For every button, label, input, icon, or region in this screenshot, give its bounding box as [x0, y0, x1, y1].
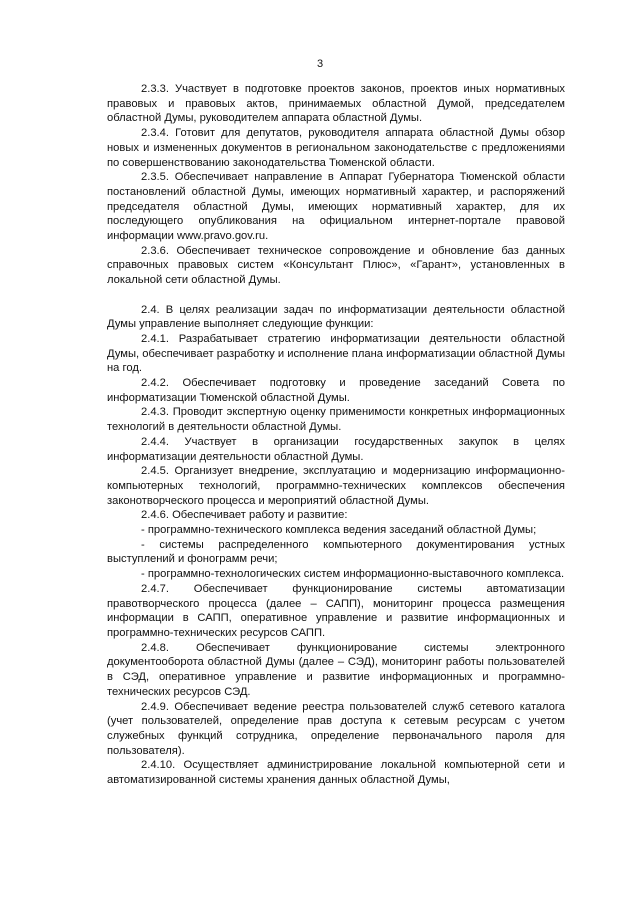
paragraph-2-4-8: 2.4.8. Обеспечивает функционирование системы электронного документооборота областной Думы (далее – СЭД), мониторинг работы пользователей в СЭД, оперативное управление и развитие информационных и программно-технических ресурсов СЭД. — [107, 641, 565, 698]
page-number: 3 — [316, 58, 324, 70]
paragraph-2-4-7: 2.4.7. Обеспечивает функционирование системы автоматизации правотворческого процесса (далее – САПП), мониторинг процесса размещения информации в САПП, оперативное управление и развитие информационных и программно-технических ресурсов САПП. — [107, 582, 565, 639]
document-body — [107, 82, 565, 788]
paragraph-2-3-3: 2.3.3. Участвует в подготовке проектов законов, проектов иных нормативных правовых и правовых актов, принимаемых областной Думой, председателем областной Думы, руководителем аппарата областной Думы. — [107, 83, 565, 125]
paragraph-2-4-3: 2.4.3. Проводит экспертную оценку применимости конкретных информационных технологий в деятельности областной Думы. — [107, 406, 565, 434]
list-item-documenting-system: - системы распределенного компьютерного документирования устных выступлений и фонограмм речи; — [107, 538, 565, 566]
paragraph-2-4-6: 2.4.6. Обеспечивает работу и развитие: — [141, 509, 348, 522]
paragraph-2-3-5: 2.3.5. Обеспечивает направление в Аппарат Губернатора Тюменской области постановлений областной Думы, имеющих нормативный характер, и распоряжений председателя областной Думы, имеющих нормативный характер, для их последующего опубликования на официальном интернет-портале правовой информации www.pravo.gov.ru. — [107, 171, 565, 243]
list-item-program-complex: - программно-технического комплекса ведения заседаний областной Думы; — [141, 524, 537, 537]
paragraph-2-4-1: 2.4.1. Разрабатывает стратегию информатизации деятельности областной Думы, обеспечивает разработку и исполнение плана информатизации областной Думы на год. — [107, 332, 565, 375]
paragraph-2-4-2: 2.4.2. Обеспечивает подготовку и проведение заседаний Совета по информатизации Тюменской областной Думы. — [107, 377, 565, 404]
list-item-exhibition-systems: - программно-технологических систем информационно-выставочного комплекса. — [141, 568, 565, 581]
paragraph-2-4-4: 2.4.4. Участвует в организации государственных закупок в целях информатизации деятельности областной Думы. — [107, 435, 565, 463]
paragraph-2-3-6: 2.3.6. Обеспечивает техническое сопровождение и обновление баз данных справочных правовых систем «Консультант Плюс», «Гарант», установленных в локальной сети областной Думы. — [107, 244, 565, 287]
paragraph-2-4-9: 2.4.9. Обеспечивает ведение реестра пользователей служб сетевого каталога (учет пользователей, определение прав доступа к сетевым ресурсам с учетом служебных функций сотрудника, определение первоначального пароля для пользователя). — [107, 700, 565, 757]
paragraph-2-4-5: 2.4.5. Организует внедрение, эксплуатацию и модернизацию информационно-компьютерных технологий, программно-технических комплексов обеспечения законотворческого процесса и мероприятий областной Думы. — [107, 465, 565, 507]
paragraph-2-3-4: 2.3.4. Готовит для депутатов, руководителя аппарата областной Думы обзор новых и измененных документов в региональном законодательстве с предложениями по совершенствованию законодательства Тюменской области. — [107, 127, 565, 169]
paragraph-2-4: 2.4. В целях реализации задач по информатизации деятельности областной Думы управление выполняет следующие функции: — [107, 303, 565, 331]
paragraph-2-4-10: 2.4.10. Осуществляет администрирование локальной компьютерной сети и автоматизированной системы хранения данных областной Думы, — [107, 759, 565, 787]
